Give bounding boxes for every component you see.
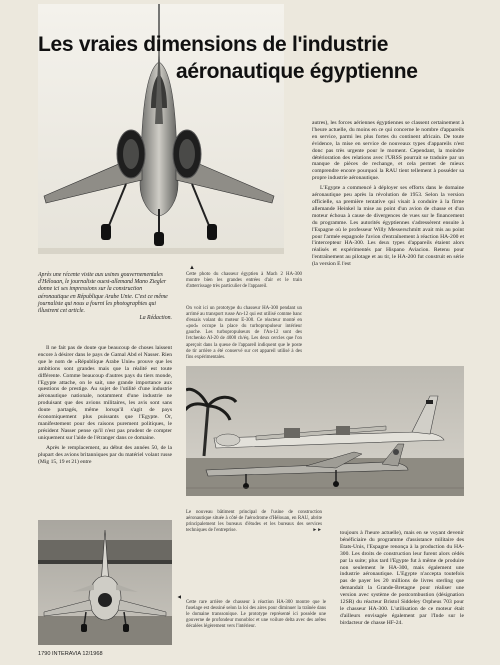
photo-an12-testbed (186, 366, 464, 496)
caption-an12-testbed: On voit ici un prototype du chasseur HA-300 pendant un arrimé au transport russe An-12 qui est utilisé comme banc d'essais volant du moteur E-300. Ce réacteur monté en «pod» occupe la place du turbopropulseur intérieur gauche. Les turbopropulseurs de l'An-12 sont des Ivtchenko AI-20 de 4000 ch/éq. Les deux cercles que l'on aperçoit dans la queue de l'appareil indiquent que le poste de tir arrière a été conservé sur cet appareil utilisé à des fins expérimentales. (186, 306, 302, 360)
ha300-rear-image (38, 520, 172, 645)
photo-ha300-rear (38, 520, 172, 645)
page-footer: 1790 INTERAVIA 12/1968 (38, 651, 103, 657)
an12-image (186, 366, 464, 496)
article-intro (38, 272, 172, 322)
article-title-line2: aéronautique égyptienne (176, 60, 418, 83)
intro-text: Après une récente visite aux usines gouvernementales d'Hélouan, le journaliste ouest-allemand Mano Ziegler donne ici ses impressions sur la construction aéronautique en République Arabe Unie. C'est ce même journaliste qui nous a fourni les photographies qui illustrent cet article. (38, 272, 168, 315)
paragraph: toujours à l'heure actuelle), mais en se voyant devenir bénéficiaire du programme d'assistance militaire des Etats-Unis, l'Espagne renonça à la production du HA-300. Les droits de construction leur furent alors cédés par la suite; plus tard l'Egypte fut à même de produire non seulement le HA-300, mais également une industrie aéronautique. L'Egypte n'accepta toutefois pas de payer les 20 millions de livres sterling que demandait la Grande-Bretagne pour réaliser une version avec système de postcombustion (désignation 12SR) du réacteur Bristol Siddeley Orpheus 703 pour le chasseur HA-300. L'utilisation de ce moteur était d'ailleurs envisagée également par l'Inde sur le birdacteur de chasse HF-24. (340, 530, 464, 626)
article-title-line1: Les vraies dimensions de l'industrie (38, 33, 389, 56)
paragraph: autres), les forces aériennes égyptiennes se classent certainement à l'heure actuelle, du moins en ce qui concerne le nombre d'appareils en service, parmi les plus fortes du continent africain. De toute évidence, la mise en service de nouveaux types d'appareils n'est donc pas très urgente pour le moment. Cependant, la moindre détérioration des relations avec l'URSS pourrait se traduire par un manque de pièces de rechange, et cela permet de mieux comprendre encore pourquoi la RAU tient tellement à posséder sa propre industrie aéronautique. (312, 120, 464, 182)
caption-arrow: ►► (312, 528, 322, 534)
caption-ha300-rear: Cette rare arrière de chasseur à réaction HA-300 montre que le fuselage est dessiné selon la loi des aires pour diminuer la traînée dans le domaine transsonique. Le prototype représenté ici possède une gouverne de profondeur monobloc et une voilure delta avec des arêtes décalées légèrement vers l'intérieur. (186, 600, 326, 630)
caption-marker-up: ▲ (189, 265, 195, 271)
caption-ha300-front: Cette photo du chasseur égyptien à Mach 2 HA-300 montre bien les grandes entrées d'air et le train d'atterrissage très particulier de l'appareil. (186, 272, 302, 290)
intro-signature: La Rédaction. (139, 315, 172, 322)
caption-helouan-building (186, 510, 322, 534)
caption-marker-left: ▲ (176, 594, 183, 600)
column-3 (312, 120, 464, 271)
caption-helouan-text: Le nouveau bâtiment principal de l'usine de construction aéronautique située à côté de l'aérodrome d'Hélouan, en RAU, abrite principalement les bureaux d'études et les bureaux des services techniques de l'entreprise. (186, 510, 322, 534)
paragraph: Après le remplacement, au début des années 50, de la plupart des avions britanniques par du matériel volant russe (Mig 15, 19 et 21) entre (38, 444, 172, 465)
column-1 (38, 345, 172, 468)
paragraph: Il ne fait pas de doute que beaucoup de choses laissent encore à désirer dans le pays de Gamal Abd el Nasser. Rien que le nom de «République Arabe Unie» prouve que les ambitions sont grandes mais que la réalité est toute différente. Comme beaucoup d'autres pays du tiers monde, l'Egypte attache, on le sait, une grande importance aux questions de prestige. Au sujet de l'utilité d'une industrie aéronautique nationale, notamment d'une industrie ne produisant que des avions militaires, les avis sont sans doute partagés, même lorsqu'il s'agit de pays économiquement plus puissants que l'Egypte. Or, manifestement pour des raisons purement politiques, le président Nasser pense qu'il n'est pas prudent de compter uniquement sur l'aide de l'étranger dans ce domaine. (38, 345, 172, 441)
column-3-bottom (340, 530, 464, 630)
paragraph: L'Egypte a commencé à déployer ses efforts dans le domaine aéronautique peu après la révolution de 1953. Selon la version officielle, sa première tentative qui visait à conduire à la firme allemande Heinkel la mise au point d'un avion de chasse et d'un moteur échoua à cause de divergences de vues sur le financement du programme. Les autorités égyptiennes s'adressèrent ensuite à l'Espagne où le professeur Willy Messerschmitt avait mis au point pour l'armée espagnole l'avion d'entraînement à réaction HA-200 et l'intercepteur HA-300. Les deux types d'appareils étaient alors réalisés et expérimentés par Hispano Aviacion. Retenu pour l'entraînement au pilotage et au tir, le HA-200 fut construit en série (la version E l'est (312, 185, 464, 268)
